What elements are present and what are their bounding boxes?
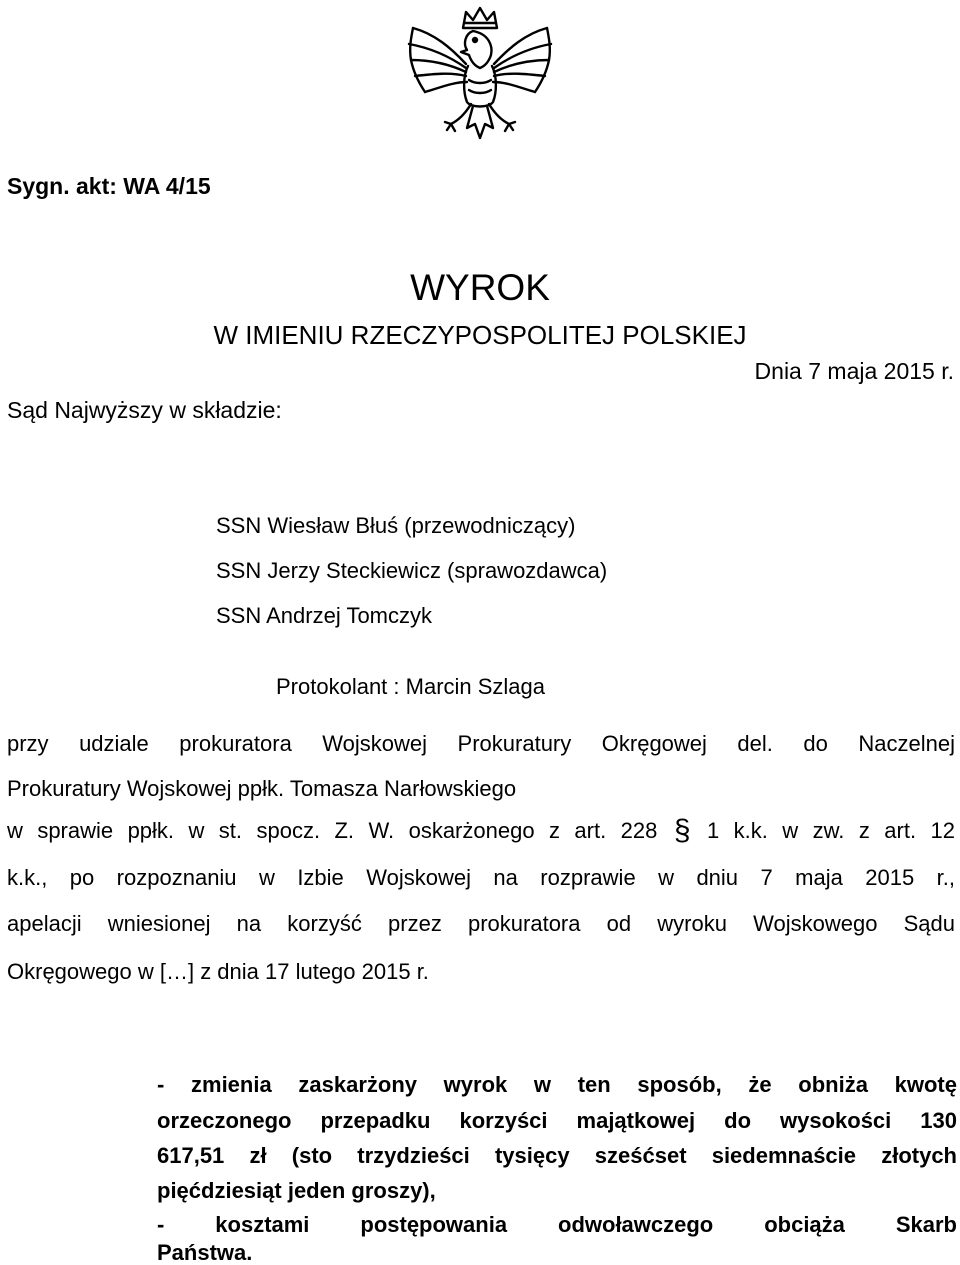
- verdict-line-3: 617,51 zł (sto trzydzieści tysięcy sześćset siedemnaście złotych: [157, 1143, 957, 1168]
- verdict-line-5: - kosztami postępowania odwoławczego obciąża Skarb: [157, 1212, 957, 1237]
- court-composition-label: Sąd Najwyższy w składzie:: [7, 397, 282, 423]
- body-line-1: przy udziale prokuratora Wojskowej Prokuratury Okręgowej del. do Naczelnej: [7, 731, 955, 756]
- verdict-line-4: pięćdziesiąt jeden groszy),: [157, 1178, 436, 1203]
- judgment-date: Dnia 7 maja 2015 r.: [754, 358, 954, 384]
- body-line-5: apelacji wniesionej na korzyść przez prokuratora od wyroku Wojskowego Sądu: [7, 911, 955, 936]
- body-line-3: [7, 813, 955, 849]
- polish-eagle-emblem-icon: [403, 4, 557, 146]
- judge-rapporteur: SSN Jerzy Steckiewicz (sprawozdawca): [216, 558, 608, 583]
- verdict-line-6: Państwa.: [157, 1240, 253, 1265]
- judge-presiding: SSN Wiesław Błuś (przewodniczący): [216, 513, 576, 538]
- judge-member: SSN Andrzej Tomczyk: [216, 603, 433, 628]
- body-line-3-end: 1 k.k. w zw. z art. 12: [706, 818, 955, 843]
- document-subtitle: W IMIENIU RZECZYPOSPOLITEJ POLSKIEJ: [213, 320, 747, 350]
- body-line-2: Prokuratury Wojskowej ppłk. Tomasza Narłowskiego: [7, 776, 517, 801]
- verdict-line-2: orzeczonego przepadku korzyści majątkowej do wysokości 130: [157, 1108, 957, 1133]
- court-clerk: Protokolant : Marcin Szlaga: [276, 674, 546, 699]
- body-line-3-start: w sprawie ppłk. w st. spocz. Z. W. oskarżonego z art. 228: [7, 818, 658, 843]
- verdict-line-1: - zmienia zaskarżony wyrok w ten sposób, że obniża kwotę: [157, 1072, 957, 1097]
- body-line-6: Okręgowego w […] z dnia 17 lutego 2015 r.: [7, 959, 429, 984]
- case-number: Sygn. akt: WA 4/15: [7, 173, 211, 199]
- body-line-4: k.k., po rozpoznaniu w Izbie Wojskowej na rozprawie w dniu 7 maja 2015 r.,: [7, 865, 955, 890]
- document-title: WYROK: [410, 267, 550, 308]
- section-symbol: §: [673, 814, 691, 847]
